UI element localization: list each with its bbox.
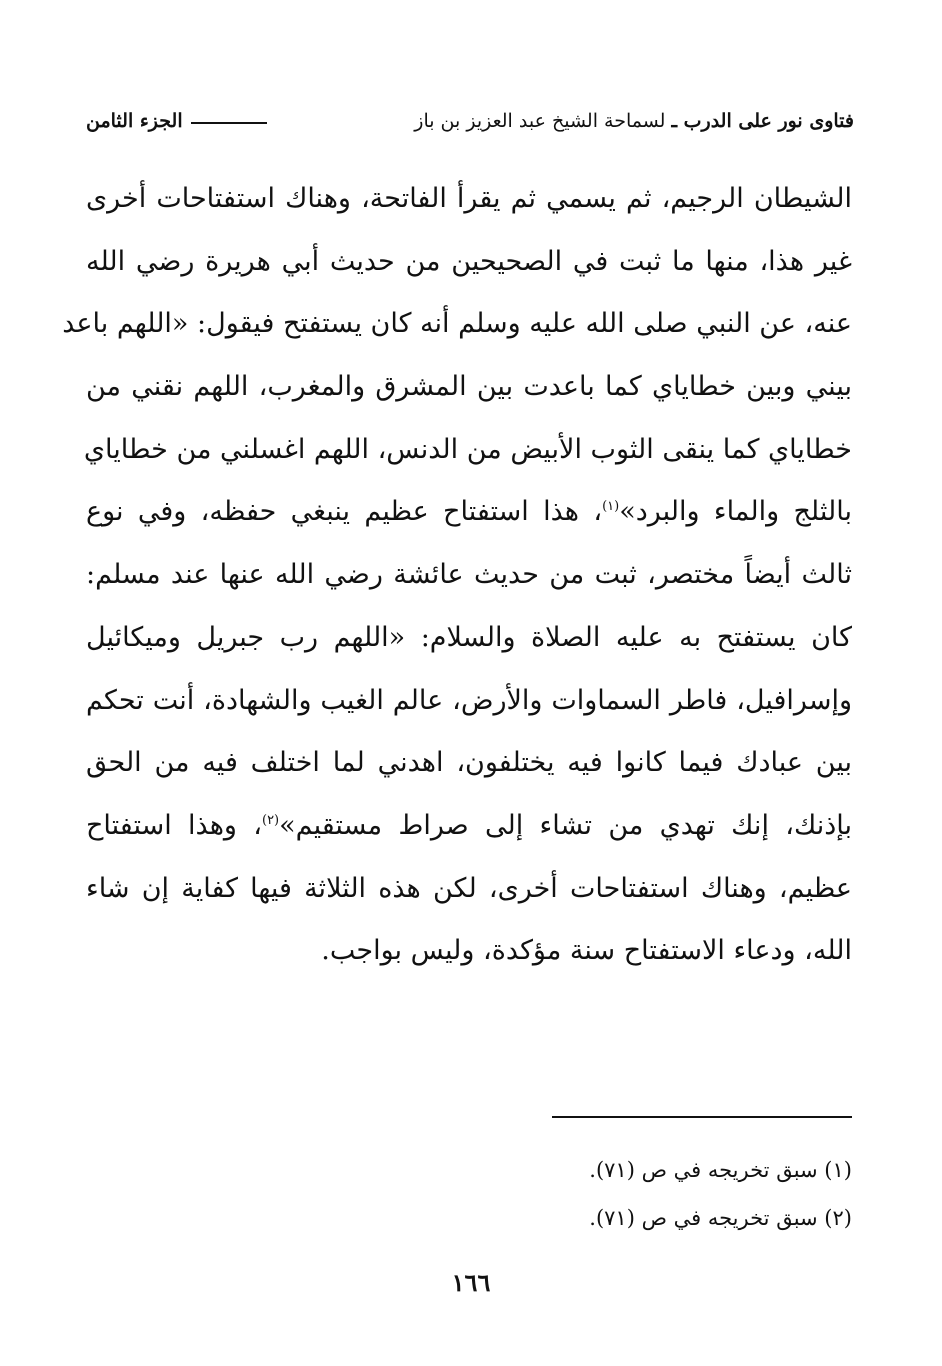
body-line-10: بين عبادك فيما كانوا فيه يختلفون، اهدني لما اختلف فيه من الحق bbox=[86, 747, 852, 779]
header-dash bbox=[191, 122, 267, 124]
footnote-ref-2: (٢) bbox=[261, 812, 280, 828]
author-name: لسماحة الشيخ عبد العزيز بن باز bbox=[414, 110, 666, 132]
line-6-before: بالثلج والماء والبرد» bbox=[619, 496, 852, 528]
body-line-8: كان يستفتح به عليه الصلاة والسلام: «اللهم رب جبريل وميكائيل bbox=[86, 621, 852, 653]
body-line-1: الشيطان الرجيم، ثم يسمي ثم يقرأ الفاتحة، وهناك استفتاحات أخرى bbox=[86, 183, 852, 214]
volume-label: الجزء الثامن bbox=[86, 110, 183, 132]
line-11-before: بإذنك، إنك تهدي من تشاء إلى صراط مستقيم» bbox=[279, 809, 852, 841]
body-line-12: عظيم، وهناك استفتاحات أخرى، لكن هذه الثلاثة فيها كفاية إن شاء bbox=[86, 872, 852, 904]
page-number: ١٦٦ bbox=[451, 1268, 491, 1297]
body-line-6 bbox=[86, 481, 852, 544]
body-line-7: ثالث أيضاً مختصر، ثبت من حديث عائشة رضي الله عنها عند مسلم: bbox=[86, 559, 852, 591]
line-6-after: ، هذا استفتاح عظيم ينبغي حفظه، وفي نوع bbox=[86, 496, 603, 528]
body-line-2: غير هذا، منها ما ثبت في الصحيحين من حديث أبي هريرة رضي الله bbox=[86, 245, 852, 277]
book-title: فتاوى نور على الدرب ـ bbox=[671, 110, 854, 132]
footnote-ref-1: (١) bbox=[602, 499, 620, 515]
body-line-5: خطاياي كما ينقى الثوب الأبيض من الدنس، اللهم اغسلني من خطاياي bbox=[83, 433, 852, 465]
footnote-1: (١) سبق تخريجه في ص (٧١). bbox=[589, 1158, 852, 1182]
footnote-2: (٢) سبق تخريجه في ص (٧١). bbox=[589, 1206, 852, 1230]
body-line-3: عنه، عن النبي صلى الله عليه وسلم أنه كان يستفتح فيقول: «اللهم باعد bbox=[62, 308, 852, 340]
line-11-after: ، وهذا استفتاح bbox=[86, 809, 262, 841]
body-line-13: الله، ودعاء الاستفتاح سنة مؤكدة، وليس بواجب. bbox=[321, 935, 852, 967]
header-left-group bbox=[86, 110, 275, 132]
footnotes bbox=[86, 1146, 852, 1242]
body-line-4: بيني وبين خطاياي كما باعدت بين المشرق والمغرب، اللهم نقني من bbox=[86, 371, 852, 403]
footnote-divider bbox=[552, 1116, 852, 1118]
running-header bbox=[86, 104, 854, 138]
body-line-11 bbox=[86, 795, 852, 858]
body-line-9: وإسرافيل، فاطر السماوات والأرض، عالم الغيب والشهادة، أنت تحكم bbox=[86, 684, 852, 716]
body-text bbox=[62, 168, 852, 983]
header-right-group bbox=[414, 110, 854, 132]
